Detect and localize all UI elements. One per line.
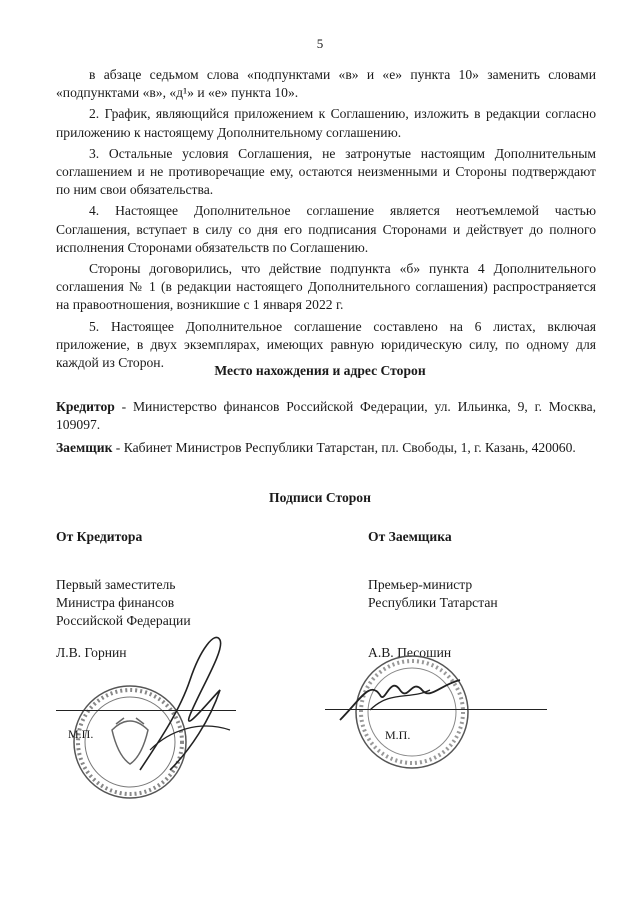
borrower-signature-line (325, 709, 547, 710)
creditor-role-line-1: Первый заместитель (56, 577, 176, 592)
paragraph-5: Стороны договорились, что действие подпункта «б» пункта 4 Дополнительного соглашения № 1 (в редакции настоящего Дополнительного соглашения) распространяется на правоотношения, возникшие с 1 января 2022 г. (56, 261, 596, 313)
paragraph-4: 4. Настоящее Дополнительное соглашение является неотъемлемой частью Соглашения, вступает в силу со дня его подписания Сторонами и действует до полного исполнения Сторонами обязательств по Соглашению. (56, 203, 596, 255)
address-heading: Место нахождения и адрес Сторон (214, 363, 426, 378)
paragraph-6: 5. Настоящее Дополнительное соглашение составлено на 6 листах, включая приложение, в двух экземплярах, имеющих равную юридическую силу, по одному для каждой из Сторон. (56, 318, 596, 371)
borrower-label: Заемщик (56, 440, 113, 456)
borrower-side-label: От Заемщика (368, 529, 452, 544)
borrower-handwritten-signature (330, 660, 470, 730)
creditor-role-line-3: Российской Федерации (56, 613, 191, 628)
borrower-signatory-name: А.В. Песошин (368, 645, 452, 660)
creditor-label: Кредитор (56, 399, 115, 414)
agreement-body (56, 66, 596, 375)
paragraph-3: 3. Остальные условия Соглашения, не затронутые настоящим Дополнительным соглашением и не противоречащие ему, остаются неизменными и Стороны подтверждают по ним свои обязательства. (56, 145, 596, 198)
creditor-role-line-2: Министра финансов (56, 595, 175, 610)
paragraph-2: 2. График, являющийся приложением к Соглашению, изложить в редакции согласно приложению к настоящему Дополнительному соглашению. (56, 106, 596, 140)
borrower-role-line-1: Премьер-министр (368, 577, 473, 592)
borrower-details: - Кабинет Министров Республики Татарстан, пл. Свободы, 1, г. Казань, 420060. (112, 440, 576, 456)
paragraph-1: в абзаце седьмом слова «подпунктами «в» и «е» пункта 10» заменить словами «подпунктами «в», «д¹» и «е» пункта 10». (56, 67, 596, 101)
page-number: 5 (316, 36, 324, 51)
creditor-signature-line (56, 710, 236, 711)
signatures-heading: Подписи Сторон (269, 490, 371, 505)
borrower-address (56, 439, 596, 457)
creditor-signatory-name: Л.В. Горнин (56, 645, 127, 660)
borrower-signature-block (368, 528, 588, 662)
borrower-role-line-2: Республики Татарстан (368, 595, 498, 610)
creditor-address (56, 398, 596, 434)
parties-addresses (56, 398, 596, 463)
creditor-handwritten-signature (120, 620, 240, 780)
borrower-seal-mark: М.П. (385, 728, 411, 742)
creditor-side-label: От Кредитора (56, 529, 143, 544)
creditor-details: - Министерство финансов Российской Федерации, ул. Ильинка, 9, г. Москва, 109097. (56, 399, 596, 433)
creditor-seal-mark: М.П. (68, 727, 94, 741)
